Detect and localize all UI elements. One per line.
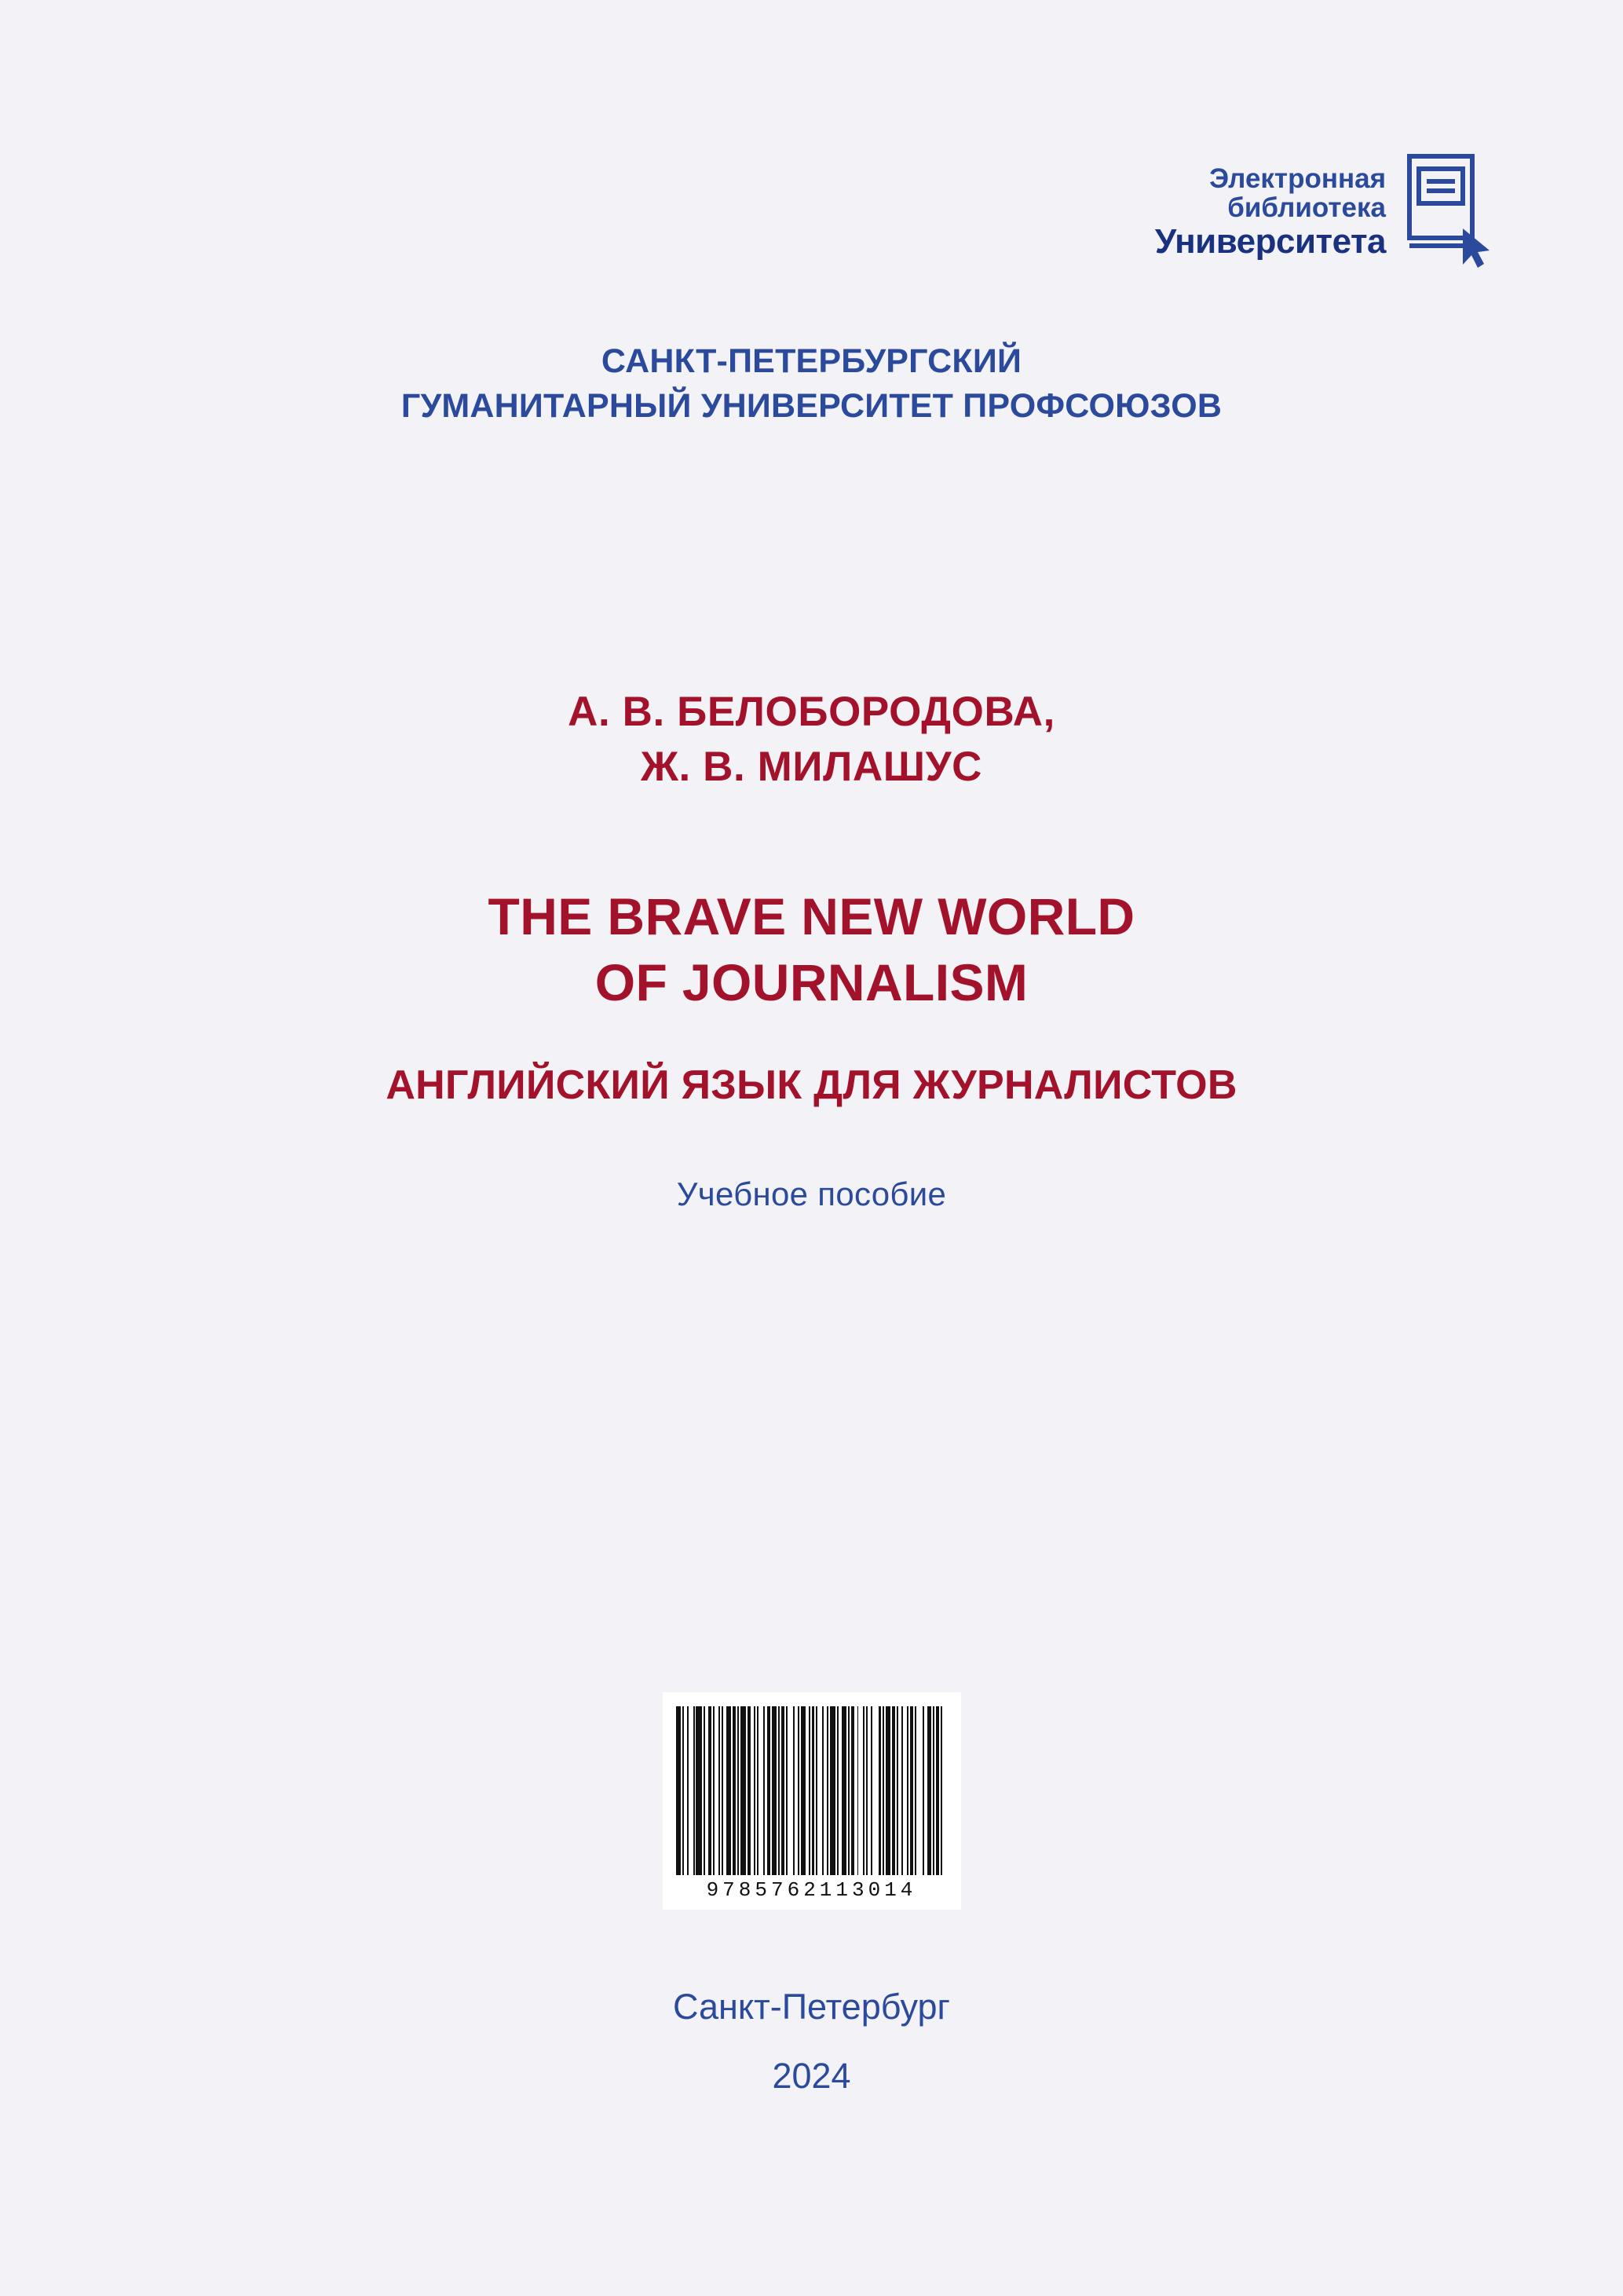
author-line2: Ж. В. МИЛАШУС	[640, 743, 983, 790]
authors	[0, 685, 1623, 795]
elib-line1: Электронная	[1209, 163, 1386, 195]
barcode-bars	[677, 1706, 947, 1875]
title-english	[0, 883, 1623, 1016]
publication-city: Санкт-Петербург	[673, 1987, 950, 2027]
title-english-line2: OF JOURNALISM	[594, 953, 1029, 1012]
electronic-library-logo	[1155, 153, 1491, 271]
author-line1: А. В. БЕЛОБОРОДОВА,	[568, 689, 1055, 735]
publication-year: 2024	[772, 2056, 851, 2096]
university-name	[0, 339, 1623, 429]
book-screen-cursor-icon	[1397, 153, 1491, 271]
university-line2: ГУМАНИТАРНЫЙ УНИВЕРСИТЕТ ПРОФСОЮЗОВ	[400, 386, 1223, 425]
elib-line3: Университета	[1154, 221, 1386, 261]
elib-line2: библиотека	[1227, 192, 1386, 224]
subtitle: Учебное пособие	[676, 1175, 947, 1212]
electronic-library-logo-text	[1155, 164, 1386, 260]
title-english-line1: THE BRAVE NEW WORLD	[488, 887, 1135, 945]
university-line1: САНКТ-ПЕТЕРБУРГСКИЙ	[601, 342, 1022, 380]
title-russian: АНГЛИЙСКИЙ ЯЗЫК ДЛЯ ЖУРНАЛИСТОВ	[386, 1062, 1237, 1108]
barcode-digits: 9785762113014	[706, 1878, 917, 1902]
isbn-barcode	[663, 1692, 961, 1910]
